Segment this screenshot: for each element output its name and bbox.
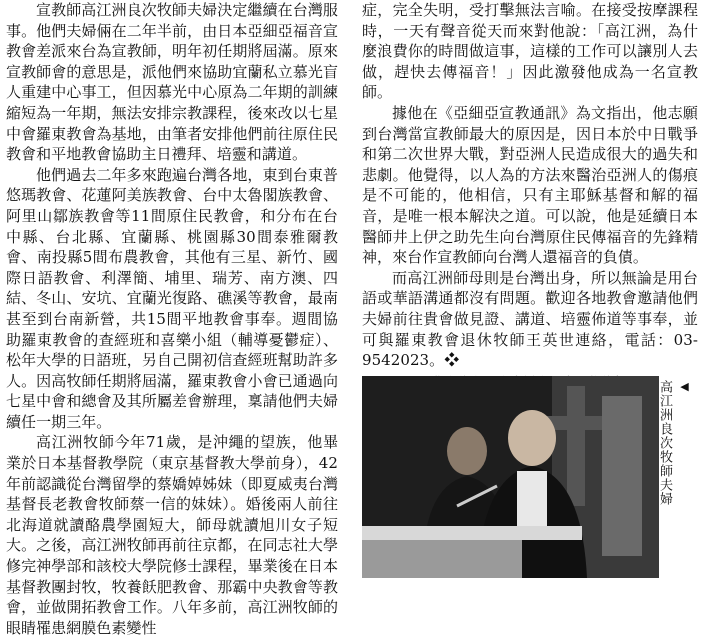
right-column bbox=[362, 0, 698, 390]
photo-illustration bbox=[362, 376, 659, 578]
article-paragraph-6: 而高江洲師母則是台灣出身，所以無論是用台語或華語溝通都沒有問題。歡迎各地教會邀請他們夫婦前往貴會做見證、講道、培靈佈道等事奉，並可與羅東教會退休牧師王英世連絡，電話：03-9542023。❖ bbox=[362, 268, 698, 370]
article-paragraph-4: 症，完全失明，受打擊無法言喻。在接受按摩課程時，一天有聲音從天而來對他說：「高江洲，為什麼浪費你的時間做這事，這樣的工作可以讓別人去做，趕快去傳福音！」因此激發他成為一名宣教師。 bbox=[362, 1, 698, 102]
photo-caption-text: 高江洲良次牧師夫婦 bbox=[657, 380, 672, 506]
photo-caption bbox=[657, 380, 694, 506]
article-paragraph-5: 據他在《亞細亞宣教通訊》為文指出，他志願到台灣當宣教師最大的原因是，因日本於中日戰爭和第二次世界大戰，對亞洲人民造成很大的過失和悲劇。他覺得，以人為的方法來醫治亞洲人的傷痕是不可能的，他相信，只有主耶穌基督和解的福音，是唯一根本解決之道。可以說，他是延續日本醫師井上伊之助先生向台灣原住民傳福音的先鋒精神，來台作宣教師向台灣人還福音的負債。 bbox=[362, 103, 698, 267]
article-paragraph-2: 他們過去二年多來跑遍台灣各地，東到台東普悠瑪教會、花蓮阿美族教會、台中太魯閣族教會、阿里山鄒族教會等11間原住民教會，和分布在台中縣、台北縣、宜蘭縣、桃園縣30間泰雅爾教會、南投縣5間布農教會，其他有三星、新竹、國際日語教會、利澤簡、埔里、瑞芳、南方澳、四結、冬山、安坑、宜蘭光復路、礁溪等教會，最南甚至到台南新營，共15間平地教會事奉。週間協助羅東教會的查經班和喜樂小組（輔導憂鬱症）、松年大學的日語班，另自己開初信查經班幫助許多人。因高牧師任期將屆滿，羅東教會小會已通過向七星中會和總會及其所屬差會辦理，稟請他們夫婦續任一期三年。 bbox=[6, 165, 338, 431]
article-paragraph-1: 宣教師高江洲良次牧師夫婦決定繼續在台灣服事。他們夫婦倆在二年半前，由日本亞細亞福音宣教會差派來台為宣教師，明年初任期將屆滿。原來宣教師會的意思是，派他們來協助宜蘭私立慕光盲人重建中心事工，但因慕光中心原為二年期的訓練縮短為一年期，無法安排宗教課程，後來改以七星中會羅東教會為基地，由筆者安排他們前往原住民教會和平地教會協助主日禮拜、培靈和講道。 bbox=[6, 1, 338, 164]
caption-arrow-icon: ◀ bbox=[678, 380, 691, 394]
article-paragraph-3: 高江洲牧師今年71歲，是沖繩的望族，他畢業於日本基督教學院（東京基督教大學前身），42年前認識從台灣留學的蔡嬌婥姊妹（即夏威夷台灣基督長老教會牧師蔡一信的妹妹）。婚後兩人前往北海道就讀酪農學園短大，師母就讀旭川女子短大。之後，高江洲牧師再前往京都，在同志社大學修完神學部和該校大學院修士課程，畢業後在日本基督教團封牧，牧養飫肥教會、那霸中央教會等教會，並做開拓教會工作。八年多前，高江洲牧師的眼睛罹患網膜色素變性 bbox=[6, 433, 338, 637]
article-photo bbox=[362, 376, 659, 578]
left-column bbox=[6, 0, 338, 638]
